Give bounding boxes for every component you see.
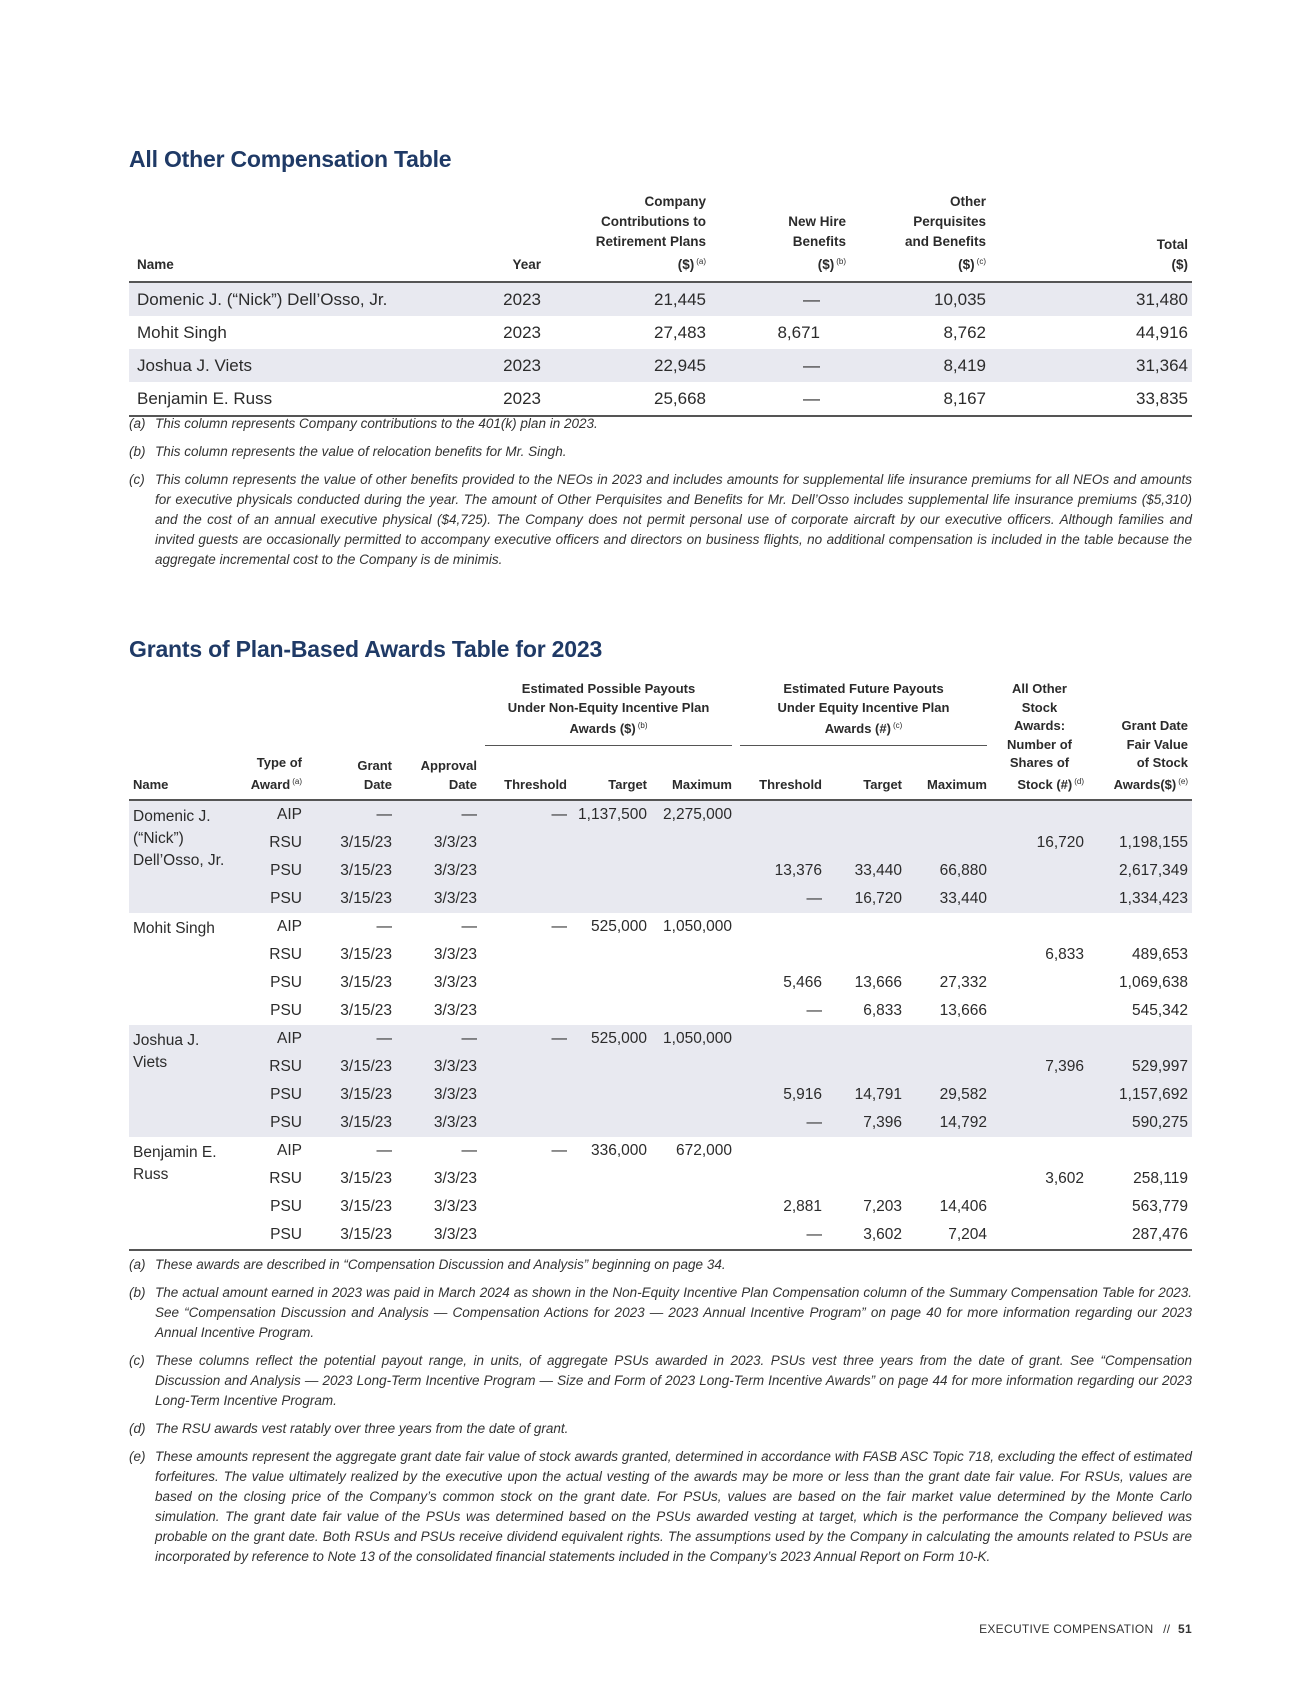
- cell-ne-target: [571, 857, 651, 885]
- col-header-ne-maximum: Maximum: [672, 776, 732, 792]
- cell-grant-date: —: [306, 800, 396, 829]
- cell-ne-target: [571, 1081, 651, 1109]
- cell-year: 2023: [503, 322, 541, 342]
- cell-other-perquisites: 8,419: [943, 355, 986, 375]
- cell-ne-threshold: [481, 1081, 571, 1109]
- col-header-total: Total ($): [1156, 237, 1188, 272]
- cell-ne-threshold: [481, 829, 571, 857]
- cell-grant-date: 3/15/23: [340, 1002, 392, 1019]
- footnote-key: (a): [129, 416, 146, 431]
- cell-ne-maximum: [651, 885, 736, 913]
- table-header-group-row: [129, 680, 1192, 754]
- cell-grant-date-fair-value: 545,342: [1131, 1002, 1188, 1019]
- cell-ne-target: [571, 1221, 651, 1250]
- footnote-key: (a): [129, 1257, 146, 1272]
- cell-ne-threshold: [481, 1193, 571, 1221]
- all-other-compensation-footnotes: [129, 414, 1192, 578]
- col-header-new-hire-benefits: New Hire Benefits ($) $^{(b)}$: [788, 214, 846, 272]
- footnote: [129, 1419, 1192, 1439]
- cell-grant-date: 3/15/23: [340, 1170, 392, 1187]
- grants-of-plan-based-awards-table: [129, 680, 1192, 1251]
- cell-award-type: PSU: [270, 1002, 302, 1019]
- cell-name: Joshua J. Viets: [137, 355, 252, 375]
- cell-ne-threshold: [481, 1053, 571, 1081]
- cell-ne-maximum: 672,000: [675, 1142, 732, 1159]
- cell-grant-date-fair-value: 563,779: [1131, 1198, 1188, 1215]
- footnote-key: (e): [129, 1449, 146, 1464]
- cell-eq-target: [826, 941, 906, 969]
- cell-award-type: AIP: [236, 800, 306, 829]
- executive-award-group: [129, 800, 1192, 913]
- cell-eq-target: 7,396: [826, 1109, 906, 1137]
- cell-grant-date-fair-value: 287,476: [1131, 1226, 1188, 1243]
- cell-grant-date: —: [376, 1142, 392, 1159]
- cell-all-other-shares: [991, 1221, 1088, 1250]
- footnote-ref: (e): [1178, 776, 1188, 786]
- cell-grant-date: 3/15/23: [306, 885, 396, 913]
- cell-total: 33,835: [1136, 388, 1188, 408]
- cell-award-type: AIP: [236, 1025, 306, 1053]
- cell-company-contributions: 21,445: [654, 289, 706, 309]
- footnote-text: These columns reflect the potential payout range, in units, of aggregate PSUs awarded in 2023. PSUs vest three years from the date of grant. See “Compensation Discussion and Analysis — 2023 Long-Term Incentive Program — Size and Form of 2023 Long-Term Incentive Awards” on page 44 for more information regarding our 2023 Long-Term Incentive Program.: [155, 1353, 1192, 1408]
- col-header-all-other-stock-awards: All Other Stock Awards: Number of Shares of Stock (#) $^{(d)}$: [1007, 681, 1084, 792]
- footnote-key: (b): [129, 1285, 146, 1300]
- executive-award-group: [129, 913, 1192, 1025]
- col-header-name: Name: [133, 776, 169, 792]
- cell-award-type: PSU: [270, 974, 302, 991]
- cell-approval-date: 3/3/23: [396, 829, 481, 857]
- table-row: [129, 1193, 1192, 1221]
- cell-eq-target: [826, 800, 906, 829]
- cell-ne-threshold: —: [551, 918, 567, 935]
- cell-ne-target: 525,000: [571, 1025, 651, 1053]
- cell-all-other-shares: [991, 1109, 1088, 1137]
- cell-other-perquisites: 8,167: [943, 388, 986, 408]
- cell-ne-target: [571, 969, 651, 997]
- cell-eq-threshold: [736, 829, 826, 857]
- cell-eq-threshold: 2,881: [783, 1198, 822, 1215]
- cell-eq-maximum: [906, 1025, 991, 1053]
- cell-ne-maximum: 2,275,000: [651, 800, 736, 829]
- table-row: [129, 349, 1192, 382]
- cell-ne-maximum: [651, 1109, 736, 1137]
- footnote: [129, 1255, 1192, 1275]
- cell-ne-maximum: [651, 997, 736, 1025]
- cell-ne-maximum: [651, 941, 736, 969]
- cell-new-hire-benefits: —: [803, 355, 820, 375]
- footnote-text: These awards are described in “Compensation Discussion and Analysis” beginning on page 34.: [155, 1257, 726, 1272]
- footnote-key: (d): [129, 1421, 146, 1436]
- table-row: [129, 1221, 1192, 1250]
- cell-approval-date: 3/3/23: [433, 1002, 477, 1019]
- cell-eq-target: 13,666: [854, 974, 902, 991]
- cell-ne-threshold: [481, 969, 571, 997]
- cell-ne-maximum: [651, 1221, 736, 1250]
- cell-new-hire-benefits: —: [803, 388, 820, 408]
- cell-grant-date-fair-value: 1,157,692: [1088, 1081, 1192, 1109]
- cell-approval-date: 3/3/23: [396, 885, 481, 913]
- cell-executive-name: Mohit Singh: [133, 920, 215, 937]
- cell-eq-threshold: 5,916: [736, 1081, 826, 1109]
- cell-grant-date-fair-value: 1,334,423: [1088, 885, 1192, 913]
- cell-grant-date-fair-value: [1088, 800, 1192, 829]
- footnote-ref: (d): [1074, 776, 1084, 786]
- cell-award-type: RSU: [269, 946, 302, 963]
- cell-ne-target: [571, 885, 651, 913]
- cell-other-perquisites: 8,762: [943, 322, 986, 342]
- cell-total: 44,916: [1136, 322, 1188, 342]
- cell-eq-threshold: [736, 1025, 826, 1053]
- cell-eq-maximum: 14,406: [939, 1198, 987, 1215]
- table-row: [129, 997, 1192, 1025]
- table-row: [129, 1109, 1192, 1137]
- footnote-ref: (c): [892, 721, 903, 730]
- cell-ne-threshold: [481, 1165, 571, 1193]
- cell-approval-date: 3/3/23: [433, 1198, 477, 1215]
- cell-eq-target: [826, 1025, 906, 1053]
- cell-ne-target: [571, 1165, 651, 1193]
- cell-ne-threshold: [481, 1221, 571, 1250]
- col-header-name: Name: [137, 257, 174, 272]
- all-other-compensation-title: All Other Compensation Table: [129, 146, 452, 172]
- cell-all-other-shares: [991, 1193, 1088, 1221]
- col-header-approval-date: Approval Date: [420, 758, 477, 792]
- footnote-ref: (a): [292, 776, 302, 786]
- cell-ne-target: 525,000: [590, 918, 647, 935]
- cell-award-type: PSU: [236, 1109, 306, 1137]
- footnote: [129, 1351, 1192, 1411]
- footnote-text: The RSU awards vest ratably over three years from the date of grant.: [155, 1421, 569, 1436]
- cell-eq-target: [826, 1053, 906, 1081]
- cell-approval-date: —: [396, 800, 481, 829]
- cell-ne-target: [571, 1193, 651, 1221]
- cell-approval-date: 3/3/23: [433, 1170, 477, 1187]
- cell-company-contributions: 22,945: [654, 355, 706, 375]
- cell-eq-maximum: [906, 1137, 991, 1165]
- col-header-company-contributions: Company Contributions to Retirement Plans ($) $^{(a)}$: [595, 194, 706, 272]
- cell-award-type: PSU: [236, 885, 306, 913]
- table-row: [129, 1081, 1192, 1109]
- cell-award-type: PSU: [270, 1198, 302, 1215]
- cell-year: 2023: [503, 388, 541, 408]
- cell-ne-threshold: [481, 941, 571, 969]
- cell-eq-threshold: [736, 941, 826, 969]
- cell-grant-date-fair-value: 2,617,349: [1088, 857, 1192, 885]
- cell-eq-maximum: 14,792: [906, 1109, 991, 1137]
- cell-year: 2023: [503, 355, 541, 375]
- footnote: [129, 1283, 1192, 1343]
- table-row: [129, 969, 1192, 997]
- executive-award-group: [129, 1137, 1192, 1250]
- cell-eq-threshold: —: [806, 1002, 822, 1019]
- cell-all-other-shares: 6,833: [1045, 946, 1084, 963]
- cell-approval-date: —: [396, 1025, 481, 1053]
- cell-award-type: PSU: [236, 857, 306, 885]
- cell-approval-date: —: [461, 918, 477, 935]
- cell-eq-maximum: 27,332: [939, 974, 987, 991]
- cell-grant-date-fair-value: [1088, 1025, 1192, 1053]
- cell-eq-threshold: —: [736, 885, 826, 913]
- footnote: [129, 442, 1192, 462]
- cell-all-other-shares: [991, 1025, 1088, 1053]
- footnote: [129, 414, 1192, 434]
- cell-eq-threshold: [736, 1053, 826, 1081]
- cell-ne-threshold: —: [481, 1025, 571, 1053]
- footnote-ref: (c): [976, 257, 986, 266]
- cell-all-other-shares: [991, 969, 1088, 997]
- cell-ne-maximum: [651, 1053, 736, 1081]
- cell-ne-maximum: [651, 1165, 736, 1193]
- table-header-row: [129, 192, 1192, 282]
- cell-year: 2023: [503, 289, 541, 309]
- cell-grant-date: 3/15/23: [306, 1109, 396, 1137]
- cell-grant-date: 3/15/23: [306, 1081, 396, 1109]
- cell-grant-date: 3/15/23: [340, 1226, 392, 1243]
- cell-eq-maximum: [906, 800, 991, 829]
- cell-approval-date: 3/3/23: [433, 946, 477, 963]
- cell-all-other-shares: [991, 913, 1088, 941]
- table-row: [129, 1025, 1192, 1053]
- cell-eq-threshold: [736, 1137, 826, 1165]
- col-header-ne-threshold: Threshold: [504, 776, 567, 792]
- col-group-non-equity-payouts: Estimated Possible Payouts Under Non-Equity Incentive Plan Awards ($) $^{(b)}$: [481, 680, 736, 754]
- cell-eq-target: [826, 1137, 906, 1165]
- cell-ne-maximum: [651, 1081, 736, 1109]
- footnote-ref: (b): [836, 257, 846, 266]
- table-row: [129, 382, 1192, 416]
- cell-grant-date-fair-value: 258,119: [1133, 1170, 1188, 1187]
- executive-award-group: [129, 1025, 1192, 1137]
- footnote: [129, 1447, 1192, 1567]
- cell-approval-date: —: [461, 1142, 477, 1159]
- cell-award-type: AIP: [277, 918, 302, 935]
- cell-approval-date: 3/3/23: [396, 1053, 481, 1081]
- cell-eq-target: [826, 829, 906, 857]
- footnote-text: This column represents the value of relocation benefits for Mr. Singh.: [155, 444, 567, 459]
- cell-eq-maximum: [906, 1053, 991, 1081]
- cell-name: Mohit Singh: [137, 322, 227, 342]
- cell-total: 31,480: [1136, 289, 1188, 309]
- footnote-key: (b): [129, 444, 146, 459]
- cell-eq-maximum: [906, 829, 991, 857]
- all-other-compensation-table: [129, 192, 1192, 417]
- footnote: [129, 470, 1192, 570]
- cell-name: Benjamin E. Russ: [137, 388, 273, 408]
- cell-eq-maximum: 7,204: [948, 1226, 987, 1243]
- cell-ne-threshold: —: [551, 1142, 567, 1159]
- page-footer: [979, 1622, 1192, 1636]
- cell-ne-threshold: [481, 997, 571, 1025]
- cell-new-hire-benefits: 8,671: [777, 322, 820, 342]
- footnote-text: This column represents Company contributions to the 401(k) plan in 2023.: [155, 416, 598, 431]
- cell-award-type: RSU: [236, 829, 306, 857]
- cell-ne-maximum: 1,050,000: [663, 918, 732, 935]
- cell-eq-target: 16,720: [826, 885, 906, 913]
- footnote-key: (c): [129, 472, 145, 487]
- footnote-key: (c): [129, 1353, 145, 1368]
- cell-all-other-shares: [991, 1137, 1088, 1165]
- footnote-ref: (b): [637, 721, 648, 730]
- footer-separator: //: [1163, 1622, 1171, 1636]
- cell-all-other-shares: 16,720: [991, 829, 1088, 857]
- cell-total: 31,364: [1136, 355, 1188, 375]
- cell-ne-target: [571, 941, 651, 969]
- col-header-grant-date-fair-value: Grant Date Fair Value of Stock Awards($) $^{(e)}$: [1113, 718, 1188, 792]
- cell-grant-date: 3/15/23: [340, 974, 392, 991]
- cell-approval-date: 3/3/23: [396, 1109, 481, 1137]
- table-row: [129, 941, 1192, 969]
- cell-ne-target: [571, 1109, 651, 1137]
- cell-eq-threshold: [736, 1165, 826, 1193]
- cell-ne-threshold: [481, 885, 571, 913]
- cell-eq-maximum: [906, 1165, 991, 1193]
- cell-executive-name: Benjamin E. Russ: [133, 1144, 217, 1183]
- cell-grant-date: 3/15/23: [306, 829, 396, 857]
- footnote-text: The actual amount earned in 2023 was paid in March 2024 as shown in the Non-Equity Incentive Plan Compensation column of the Summary Compensation Table for 2023. See “Compensation Discussion and Analysis — Compensation Actions for 2023 — 2023 Annual Incentive Program” on page 40 for more information regarding our 2023 Annual Incentive Program.: [155, 1285, 1192, 1340]
- cell-new-hire-benefits: —: [803, 289, 820, 309]
- cell-eq-target: 6,833: [863, 1002, 902, 1019]
- cell-ne-maximum: 1,050,000: [651, 1025, 736, 1053]
- cell-company-contributions: 25,668: [654, 388, 706, 408]
- cell-award-type: PSU: [270, 1226, 302, 1243]
- cell-eq-maximum: [906, 913, 991, 941]
- cell-all-other-shares: [991, 997, 1088, 1025]
- col-header-other-perquisites: Other Perquisites and Benefits ($) $^{(c)}$: [904, 194, 986, 272]
- table-row: [129, 1137, 1192, 1165]
- cell-grant-date-fair-value: 529,997: [1088, 1053, 1192, 1081]
- cell-approval-date: 3/3/23: [433, 974, 477, 991]
- cell-eq-target: [826, 1165, 906, 1193]
- cell-grant-date: 3/15/23: [340, 946, 392, 963]
- cell-award-type: AIP: [277, 1142, 302, 1159]
- cell-ne-threshold: [481, 857, 571, 885]
- cell-ne-maximum: [651, 969, 736, 997]
- col-header-eq-threshold: Threshold: [759, 776, 822, 792]
- cell-grant-date-fair-value: 590,275: [1088, 1109, 1192, 1137]
- table-row: [129, 316, 1192, 349]
- cell-ne-target: 336,000: [590, 1142, 647, 1159]
- cell-ne-maximum: [651, 857, 736, 885]
- cell-ne-target: 1,137,500: [571, 800, 651, 829]
- cell-grant-date-fair-value: 489,653: [1131, 946, 1188, 963]
- cell-eq-threshold: —: [806, 1226, 822, 1243]
- cell-award-type: RSU: [236, 1053, 306, 1081]
- cell-eq-maximum: [906, 941, 991, 969]
- col-header-eq-maximum: Maximum: [927, 776, 987, 792]
- cell-eq-threshold: [736, 913, 826, 941]
- cell-eq-threshold: —: [736, 1109, 826, 1137]
- cell-eq-threshold: 5,466: [783, 974, 822, 991]
- cell-eq-threshold: [736, 800, 826, 829]
- grants-of-plan-based-awards-footnotes: [129, 1255, 1192, 1575]
- cell-eq-maximum: 33,440: [906, 885, 991, 913]
- cell-all-other-shares: [991, 857, 1088, 885]
- cell-approval-date: 3/3/23: [396, 857, 481, 885]
- cell-grant-date-fair-value: 1,198,155: [1088, 829, 1192, 857]
- cell-approval-date: 3/3/23: [433, 1226, 477, 1243]
- cell-company-contributions: 27,483: [654, 322, 706, 342]
- cell-eq-maximum: 29,582: [906, 1081, 991, 1109]
- col-header-eq-target: Target: [863, 776, 902, 792]
- table-row: [129, 282, 1192, 316]
- cell-eq-maximum: 66,880: [906, 857, 991, 885]
- cell-eq-target: 3,602: [863, 1226, 902, 1243]
- cell-all-other-shares: [991, 1081, 1088, 1109]
- col-header-grant-date: Grant Date: [357, 758, 392, 792]
- cell-executive-name: Domenic J. (“Nick”) Dell’Osso, Jr.: [129, 800, 236, 913]
- table-row: [129, 885, 1192, 913]
- cell-ne-maximum: [651, 829, 736, 857]
- cell-eq-maximum: 13,666: [939, 1002, 987, 1019]
- cell-eq-target: [826, 913, 906, 941]
- cell-award-type: PSU: [236, 1081, 306, 1109]
- cell-grant-date: 3/15/23: [306, 1053, 396, 1081]
- cell-eq-target: 14,791: [826, 1081, 906, 1109]
- cell-grant-date-fair-value: [1088, 913, 1192, 941]
- table-row: [129, 913, 1192, 941]
- cell-award-type: RSU: [269, 1170, 302, 1187]
- table-row: [129, 857, 1192, 885]
- col-header-year: Year: [512, 257, 541, 272]
- cell-eq-target: 7,203: [863, 1198, 902, 1215]
- table-row: [129, 800, 1192, 829]
- cell-all-other-shares: [991, 800, 1088, 829]
- cell-grant-date: —: [306, 1025, 396, 1053]
- col-header-award-type: Type of Award $^{(a)}$: [250, 755, 302, 792]
- cell-grant-date: —: [376, 918, 392, 935]
- cell-grant-date-fair-value: [1088, 1137, 1192, 1165]
- cell-all-other-shares: 3,602: [1045, 1170, 1084, 1187]
- table-row: [129, 829, 1192, 857]
- cell-ne-target: [571, 829, 651, 857]
- cell-name: Domenic J. (“Nick”) Dell’Osso, Jr.: [137, 289, 388, 309]
- cell-executive-name: Joshua J. Viets: [129, 1025, 236, 1137]
- footnote-text: This column represents the value of other benefits provided to the NEOs in 2023 and includes amounts for supplemental life insurance premiums for all NEOs and amounts for executive physicals conducted during the year. The amount of Other Perquisites and Benefits for Mr. Dell’Osso includes supplemental life insurance premiums ($5,310) and the cost of an annual executive physical ($4,725). The Company does not permit personal use of corporate aircraft by our executive officers. Although families and invited guests are occasionally permitted to accompany executive officers and directors on business flights, no additional compensation is included in the table because the aggregate incremental cost to the Company is de minimis.: [155, 472, 1192, 567]
- footnote-ref: (a): [696, 257, 706, 266]
- cell-ne-threshold: —: [481, 800, 571, 829]
- cell-eq-target: 33,440: [826, 857, 906, 885]
- cell-approval-date: 3/3/23: [396, 1081, 481, 1109]
- cell-ne-target: [571, 997, 651, 1025]
- cell-other-perquisites: 10,035: [934, 289, 986, 309]
- cell-ne-maximum: [651, 1193, 736, 1221]
- col-group-equity-payouts: Estimated Future Payouts Under Equity Incentive Plan Awards (#) $^{(c)}$: [736, 680, 991, 754]
- cell-grant-date: 3/15/23: [306, 857, 396, 885]
- cell-all-other-shares: [991, 885, 1088, 913]
- grants-of-plan-based-awards-title: Grants of Plan-Based Awards Table for 2023: [129, 636, 603, 662]
- page-number: 51: [1178, 1622, 1192, 1636]
- col-header-ne-target: Target: [608, 776, 647, 792]
- footnote-text: These amounts represent the aggregate grant date fair value of stock awards granted, determined in accordance with FASB ASC Topic 718, excluding the effect of estimated forfeitures. The value ultimately realized by the executive upon the actual vesting of the awards may be more or less than the grant date fair value. For RSUs, values are based on the closing price of the Company’s common stock on the grant date. For PSUs, values are based on the fair market value determined by the Monte Carlo simulation. The grant date fair value of the PSUs was determined based on the PSUs awarded vesting at target, which is the performance the Company believed was probable on the grant date. Both RSUs and PSUs receive dividend equivalent rights. The assumptions used by the Company in calculating the amounts related to PSUs are incorporated by reference to Note 13 of the consolidated financial statements included in the Company’s 2023 Annual Report on Form 10-K.: [155, 1449, 1192, 1564]
- cell-all-other-shares: 7,396: [991, 1053, 1088, 1081]
- cell-eq-threshold: 13,376: [736, 857, 826, 885]
- table-row: [129, 1165, 1192, 1193]
- cell-grant-date: 3/15/23: [340, 1198, 392, 1215]
- table-row: [129, 1053, 1192, 1081]
- footer-section-label: EXECUTIVE COMPENSATION: [979, 1622, 1154, 1636]
- cell-grant-date-fair-value: 1,069,638: [1119, 974, 1188, 991]
- cell-ne-target: [571, 1053, 651, 1081]
- cell-ne-threshold: [481, 1109, 571, 1137]
